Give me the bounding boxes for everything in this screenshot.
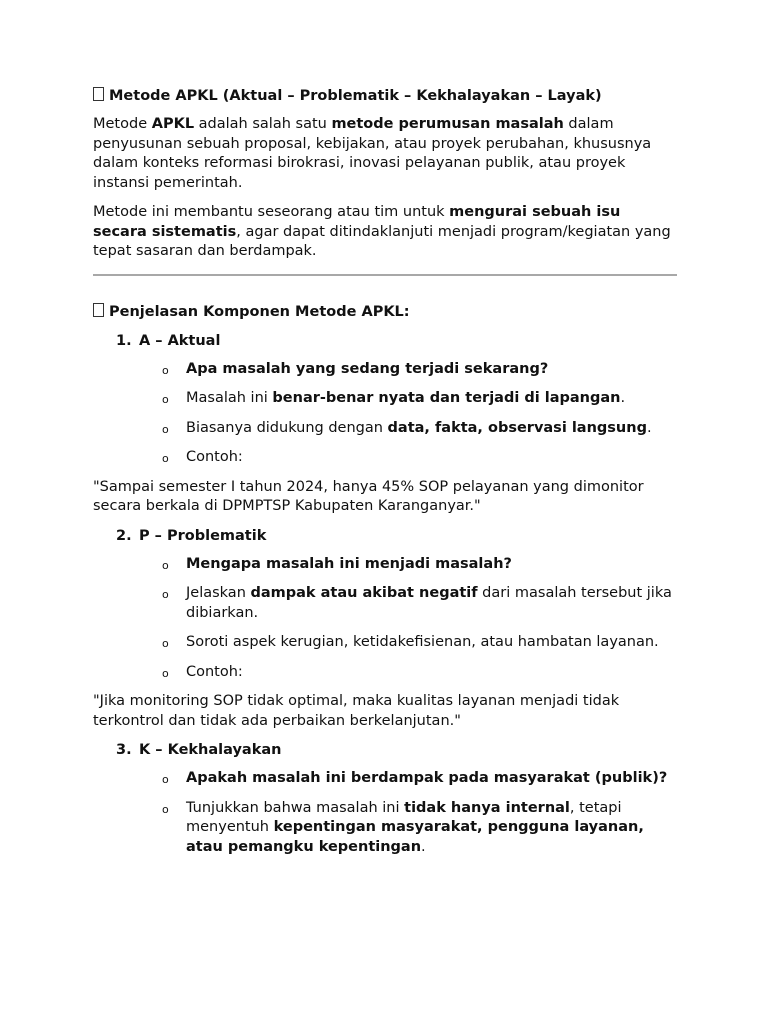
components-heading bbox=[93, 302, 677, 322]
bullet-item bbox=[93, 419, 677, 439]
component-heading bbox=[116, 526, 677, 546]
bullet-item-text-run: dari masalah tersebut jika dibiarkan. bbox=[186, 585, 672, 621]
component-title: A – Aktual bbox=[139, 332, 221, 349]
bullet-item bbox=[93, 799, 677, 858]
bullet-marker-icon: o bbox=[162, 637, 169, 650]
bullet-item-text-run: Soroti aspek kerugian, ketidakefisienan, atau hambatan layanan. bbox=[186, 634, 659, 650]
bullet-marker-icon: o bbox=[162, 558, 169, 572]
component-number: 3. bbox=[116, 742, 132, 758]
bullet-marker-icon: o bbox=[162, 363, 169, 377]
component-bullet-list bbox=[93, 360, 677, 468]
intro-paragraph-1-text-run: dalam penyusunan sebuah proposal, kebijakan, atau proyek perubahan, khususnya dalam konteks reformasi birokrasi, inovasi pelayanan publik, atau proyek instansi pemerintah. bbox=[93, 116, 652, 191]
component-number: 2. bbox=[116, 527, 132, 544]
bullet-item bbox=[93, 389, 677, 409]
bullet-item bbox=[93, 633, 677, 653]
bullet-item bbox=[93, 448, 677, 468]
bullet-item-bold-run: Apa masalah yang sedang terjadi sekarang? bbox=[186, 360, 549, 377]
intro-paragraph-1-text-run: adalah salah satu bbox=[194, 116, 332, 132]
bullet-item-text-run: . bbox=[646, 419, 652, 436]
bullet-item-bold-run: dampak atau akibat negatif bbox=[250, 585, 478, 601]
bullet-marker-icon: o bbox=[162, 773, 169, 786]
components-list bbox=[93, 331, 677, 858]
intro-paragraph-2-text-run: Metode ini membantu seseorang atau tim untuk bbox=[93, 204, 450, 220]
bullet-item bbox=[93, 584, 677, 623]
components-title: Penjelasan Komponen Metode APKL: bbox=[109, 303, 410, 320]
bullet-item-text-run: . bbox=[421, 838, 426, 855]
intro-paragraph-2-text-run: , agar dapat ditindaklanjuti menjadi program/kegiatan yang tepat sasaran dan berdampak. bbox=[93, 223, 671, 259]
bullet-item bbox=[93, 663, 677, 683]
component-bullet-list bbox=[93, 769, 677, 857]
intro-title: Metode APKL (Aktual – Problematik – Kekhalayakan – Layak) bbox=[109, 88, 602, 104]
component-number: 1. bbox=[116, 332, 132, 349]
bullet-marker-icon: o bbox=[162, 393, 169, 406]
bullet-marker-icon: o bbox=[162, 802, 169, 816]
intro-heading bbox=[93, 86, 677, 106]
document-content bbox=[93, 86, 677, 867]
bullet-item bbox=[93, 555, 677, 575]
bullet-item-text-run: Masalah ini bbox=[186, 390, 273, 406]
intro-paragraph-1-text-run: Metode bbox=[93, 116, 152, 132]
component-title: P – Problematik bbox=[139, 527, 267, 544]
bullet-item bbox=[93, 360, 677, 380]
bullet-item-bold-run: Apakah masalah ini berdampak pada masyarakat (publik)? bbox=[186, 770, 668, 786]
intro-paragraph-2-bold-run: mengurai sebuah isu secara sistematis bbox=[93, 204, 621, 240]
bullet-item-bold-run: Mengapa masalah ini menjadi masalah? bbox=[186, 555, 512, 572]
bullet-item-bold-run: benar-benar nyata dan terjadi di lapangan bbox=[272, 390, 621, 406]
bullet-marker-icon: o bbox=[162, 452, 169, 465]
intro-paragraph-1 bbox=[93, 115, 677, 193]
bullet-item-text-run: , tetapi menyentuh bbox=[186, 799, 622, 835]
section-divider bbox=[93, 274, 677, 276]
example-quote: "Jika monitoring SOP tidak optimal, maka kualitas layanan menjadi tidak terkontrol dan tidak ada perbaikan berkelanjutan." bbox=[93, 693, 620, 729]
example-quote: "Sampai semester I tahun 2024, hanya 45% SOP pelayanan yang dimonitor secara berkala di DPMPTSP Kabupaten Karanganyar." bbox=[93, 478, 644, 514]
bullet-item-text-run: Tunjukkan bahwa masalah ini bbox=[186, 799, 405, 816]
bullet-marker-icon: o bbox=[162, 588, 169, 601]
bullet-item-text-run: Contoh: bbox=[186, 449, 243, 465]
component-heading bbox=[116, 740, 677, 760]
component-bullet-list bbox=[93, 555, 677, 683]
component-title: K – Kekhalayakan bbox=[139, 742, 282, 758]
bullet-item-bold-run: kepentingan masyarakat, pengguna layanan, atau pemangku kepentingan bbox=[186, 819, 644, 855]
bullet-marker-icon: o bbox=[162, 666, 169, 680]
bullet-item-bold-run: tidak hanya internal bbox=[404, 799, 570, 816]
intro-paragraph-2 bbox=[93, 203, 677, 262]
bullet-item-text-run: Biasanya didukung dengan bbox=[186, 419, 388, 436]
bullet-marker-icon: o bbox=[162, 422, 169, 436]
intro-paragraph-1-bold-run: APKL bbox=[151, 116, 195, 132]
emoji-placeholder-icon bbox=[93, 303, 104, 317]
intro-paragraph-1-bold-run: metode perumusan masalah bbox=[331, 116, 564, 132]
bullet-item-text-run: Contoh: bbox=[186, 663, 243, 680]
component-heading bbox=[116, 331, 677, 351]
emoji-placeholder-icon bbox=[93, 87, 104, 101]
bullet-item-bold-run: data, fakta, observasi langsung bbox=[387, 419, 647, 436]
bullet-item-text-run: Jelaskan bbox=[186, 585, 251, 601]
bullet-item bbox=[93, 769, 677, 789]
bullet-item-text-run: . bbox=[620, 390, 626, 406]
